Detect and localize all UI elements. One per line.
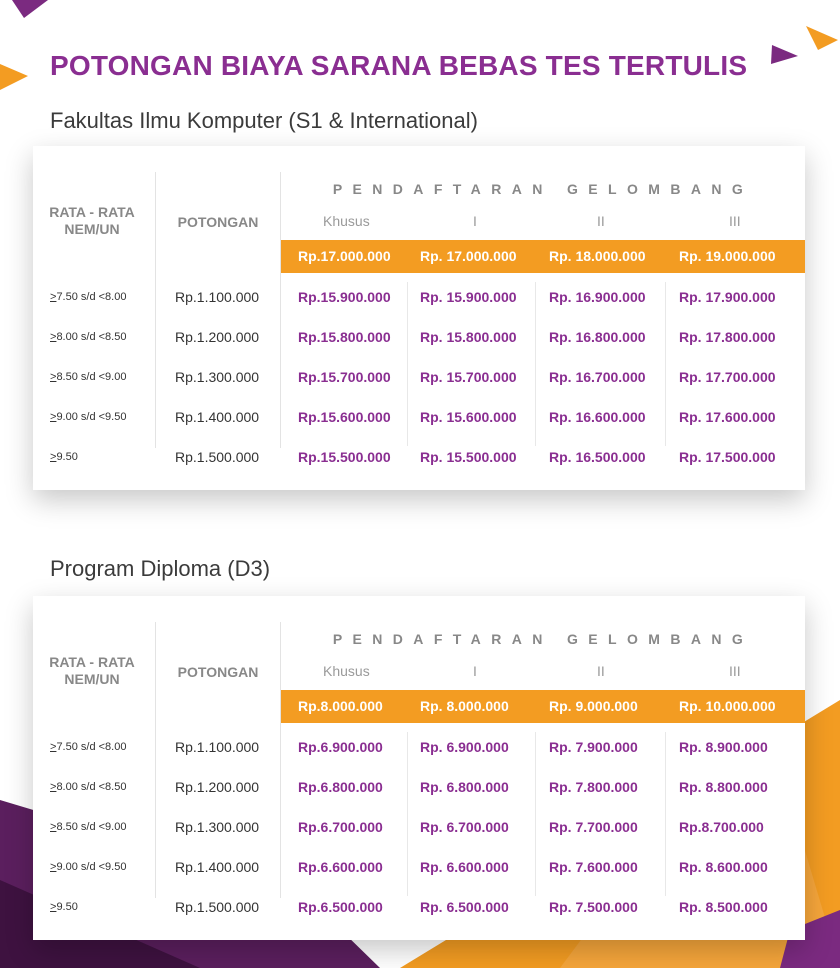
fee-value: Rp. 7.500.000 xyxy=(549,899,638,915)
potongan-value: Rp.1.500.000 xyxy=(175,899,260,915)
top-right-orange-triangle xyxy=(806,26,838,50)
fee-value: Rp. 15.800.000 xyxy=(420,329,517,345)
nem-range xyxy=(50,821,126,833)
fee-table-s1 xyxy=(33,146,805,490)
nem-range-text: 8.50 s/d <9.00 xyxy=(56,821,127,833)
header-potongan: POTONGAN xyxy=(177,664,259,680)
column-divider xyxy=(280,172,281,448)
left-orange-triangle xyxy=(0,64,28,90)
base-fee-cell: Rp.17.000.000 xyxy=(298,248,391,264)
nem-range xyxy=(50,901,78,913)
fee-value: Rp. 6.700.000 xyxy=(420,819,509,835)
header-pendaftaran-gelombang: PENDAFTARAN GELOMBANG xyxy=(332,181,754,197)
top-left-purple-triangle xyxy=(12,0,48,18)
header-potongan: POTONGAN xyxy=(177,214,259,230)
fee-value: Rp.6.900.000 xyxy=(298,739,383,755)
potongan-value: Rp.1.300.000 xyxy=(175,819,260,835)
fee-value: Rp.6.500.000 xyxy=(298,899,383,915)
section-heading-s1: Fakultas Ilmu Komputer (S1 & International) xyxy=(50,108,478,133)
subheader-gelombang: II xyxy=(597,213,605,229)
fee-value: Rp.6.800.000 xyxy=(298,779,383,795)
potongan-value: Rp.1.300.000 xyxy=(175,369,260,385)
nem-range xyxy=(50,371,126,383)
base-fee-row xyxy=(281,690,805,723)
potongan-value: Rp.1.400.000 xyxy=(175,859,260,875)
nem-range-text: 9.00 s/d <9.50 xyxy=(56,411,127,423)
fee-value: Rp. 8.800.000 xyxy=(679,779,768,795)
fee-value: Rp. 16.800.000 xyxy=(549,329,646,345)
fee-value: Rp. 15.500.000 xyxy=(420,449,517,465)
base-fee-cell: Rp. 18.000.000 xyxy=(549,248,646,264)
nem-range xyxy=(50,781,126,793)
potongan-value: Rp.1.200.000 xyxy=(175,329,260,345)
base-fee-cell: Rp. 19.000.000 xyxy=(679,248,776,264)
fee-value: Rp.15.700.000 xyxy=(298,369,391,385)
fee-value: Rp. 15.900.000 xyxy=(420,289,517,305)
base-fee-cell: Rp. 8.000.000 xyxy=(420,698,509,714)
column-divider xyxy=(280,622,281,898)
base-fee-cell: Rp. 9.000.000 xyxy=(549,698,638,714)
potongan-value: Rp.1.400.000 xyxy=(175,409,260,425)
fee-value: Rp. 6.900.000 xyxy=(420,739,509,755)
nem-range-text: 7.50 s/d <8.00 xyxy=(56,741,127,753)
nem-range-text: 8.50 s/d <9.00 xyxy=(56,371,127,383)
header-rata-rata: RATA - RATA NEM/UN xyxy=(49,654,135,687)
base-fee-cell: Rp.8.000.000 xyxy=(298,698,383,714)
fee-value: Rp. 15.600.000 xyxy=(420,409,517,425)
greater-equal-icon: > xyxy=(50,741,57,753)
greater-equal-icon: > xyxy=(50,901,57,913)
greater-equal-icon: > xyxy=(50,781,57,793)
potongan-value: Rp.1.100.000 xyxy=(175,289,260,305)
fee-value: Rp. 7.600.000 xyxy=(549,859,638,875)
greater-equal-icon: > xyxy=(50,371,57,383)
nem-range xyxy=(50,861,126,873)
column-divider xyxy=(535,732,536,896)
base-fee-cell: Rp. 10.000.000 xyxy=(679,698,776,714)
nem-range xyxy=(50,291,126,303)
fee-value: Rp. 7.800.000 xyxy=(549,779,638,795)
nem-range-text: 9.50 xyxy=(56,451,78,463)
potongan-value: Rp.1.200.000 xyxy=(175,779,260,795)
nem-range-text: 9.00 s/d <9.50 xyxy=(56,861,127,873)
fee-value: Rp.15.500.000 xyxy=(298,449,391,465)
subheader-gelombang: I xyxy=(473,663,477,679)
fee-value: Rp. 17.600.000 xyxy=(679,409,776,425)
nem-range-text: 7.50 s/d <8.00 xyxy=(56,291,127,303)
base-fee-cell: Rp. 17.000.000 xyxy=(420,248,517,264)
nem-range-text: 9.50 xyxy=(56,901,78,913)
fee-value: Rp. 8.900.000 xyxy=(679,739,768,755)
greater-equal-icon: > xyxy=(50,451,57,463)
column-divider xyxy=(407,282,408,446)
greater-equal-icon: > xyxy=(50,411,57,423)
top-right-purple-triangle xyxy=(771,45,798,64)
section-heading-d3: Program Diploma (D3) xyxy=(50,556,271,581)
fee-value: Rp. 16.700.000 xyxy=(549,369,646,385)
header-pendaftaran-gelombang: PENDAFTARAN GELOMBANG xyxy=(332,631,754,647)
greater-equal-icon: > xyxy=(50,331,57,343)
column-divider xyxy=(407,732,408,896)
fee-value: Rp. 17.800.000 xyxy=(679,329,776,345)
fee-value: Rp.6.600.000 xyxy=(298,859,383,875)
subheader-gelombang: I xyxy=(473,213,477,229)
fee-value: Rp. 15.700.000 xyxy=(420,369,517,385)
fee-value: Rp. 7.700.000 xyxy=(549,819,638,835)
fee-value: Rp.15.800.000 xyxy=(298,329,391,345)
potongan-value: Rp.1.500.000 xyxy=(175,449,260,465)
fee-value: Rp.6.700.000 xyxy=(298,819,383,835)
header-rata-rata: RATA - RATA NEM/UN xyxy=(49,204,135,237)
subheader-gelombang: Khusus xyxy=(323,213,370,229)
nem-range-text: 8.00 s/d <8.50 xyxy=(56,781,127,793)
subheader-gelombang: III xyxy=(729,213,741,229)
nem-range xyxy=(50,331,126,343)
subheader-gelombang: Khusus xyxy=(323,663,370,679)
fee-value: Rp. 8.600.000 xyxy=(679,859,768,875)
greater-equal-icon: > xyxy=(50,291,57,303)
subheader-gelombang: III xyxy=(729,663,741,679)
fee-value: Rp. 16.600.000 xyxy=(549,409,646,425)
nem-range xyxy=(50,411,126,423)
nem-range-text: 8.00 s/d <8.50 xyxy=(56,331,127,343)
fee-value: Rp.15.900.000 xyxy=(298,289,391,305)
fee-value: Rp. 17.900.000 xyxy=(679,289,776,305)
base-fee-row xyxy=(281,240,805,273)
potongan-value: Rp.1.100.000 xyxy=(175,739,260,755)
fee-value: Rp. 7.900.000 xyxy=(549,739,638,755)
fee-value: Rp. 6.500.000 xyxy=(420,899,509,915)
greater-equal-icon: > xyxy=(50,861,57,873)
greater-equal-icon: > xyxy=(50,821,57,833)
column-divider xyxy=(535,282,536,446)
fee-value: Rp. 8.500.000 xyxy=(679,899,768,915)
fee-value: Rp.8.700.000 xyxy=(679,819,764,835)
nem-range xyxy=(50,741,126,753)
nem-range xyxy=(50,451,78,463)
fee-value: Rp. 17.700.000 xyxy=(679,369,776,385)
page-title: POTONGAN BIAYA SARANA BEBAS TES TERTULIS xyxy=(50,50,748,81)
subheader-gelombang: II xyxy=(597,663,605,679)
fee-value: Rp.15.600.000 xyxy=(298,409,391,425)
column-divider xyxy=(665,282,666,446)
fee-value: Rp. 17.500.000 xyxy=(679,449,776,465)
fee-value: Rp. 6.800.000 xyxy=(420,779,509,795)
fee-value: Rp. 6.600.000 xyxy=(420,859,509,875)
fee-value: Rp. 16.500.000 xyxy=(549,449,646,465)
column-divider xyxy=(665,732,666,896)
fee-value: Rp. 16.900.000 xyxy=(549,289,646,305)
fee-table-d3 xyxy=(33,596,805,940)
